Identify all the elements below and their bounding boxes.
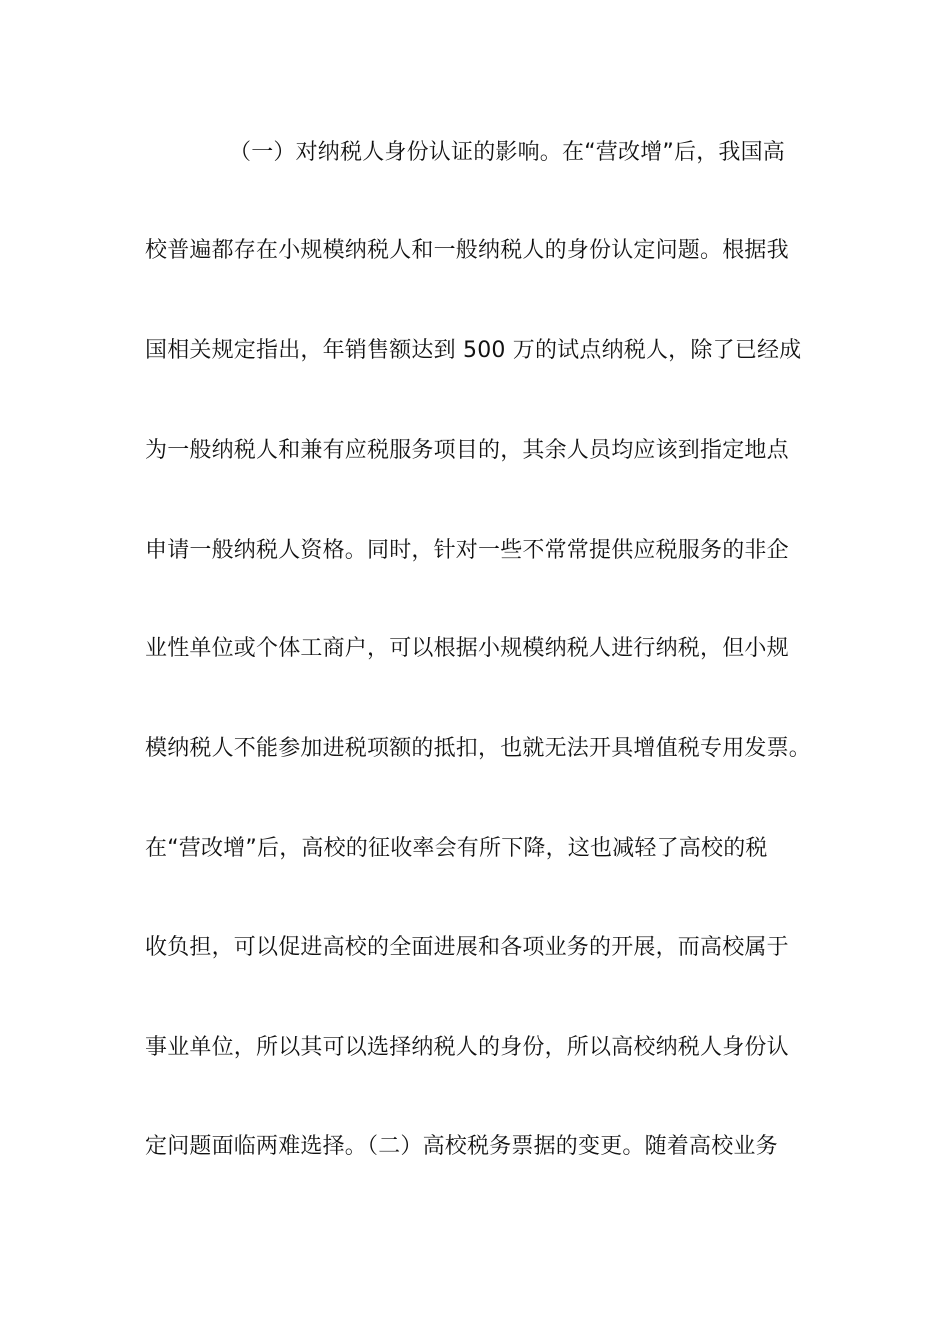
paragraph-line: 事业单位，所以其可以选择纳税人的身份，所以高校纳税人身份认 [145, 1035, 789, 1060]
paragraph-line: 业性单位或个体工商户，可以根据小规模纳税人进行纳税，但小规 [145, 636, 789, 661]
paragraph-line: （一）对纳税人身份认证的影响。在“营改增”后，我国高 [229, 140, 785, 165]
paragraph-line: 申请一般纳税人资格。同时，针对一些不常常提供应税服务的非企 [145, 538, 789, 563]
paragraph-line: 为一般纳税人和兼有应税服务项目的，其余人员均应该到指定地点 [145, 438, 789, 463]
paragraph-line: 定问题面临两难选择。（二）高校税务票据的变更。随着高校业务 [145, 1134, 778, 1159]
paragraph-line: 收负担，可以促进高校的全面进展和各项业务的开展，而高校属于 [145, 935, 789, 960]
paragraph-line: 模纳税人不能参加进税项额的抵扣，也就无法开具增值税专用发票。 [145, 736, 812, 761]
paragraph-line: 国相关规定指出，年销售额达到 500 万的试点纳税人，除了已经成 [145, 338, 802, 363]
paragraph-line: 在“营改增”后，高校的征收率会有所下降，这也减轻了高校的税 [145, 836, 768, 861]
paragraph-line: 校普遍都存在小规模纳税人和一般纳税人的身份认定问题。根据我 [145, 238, 789, 263]
